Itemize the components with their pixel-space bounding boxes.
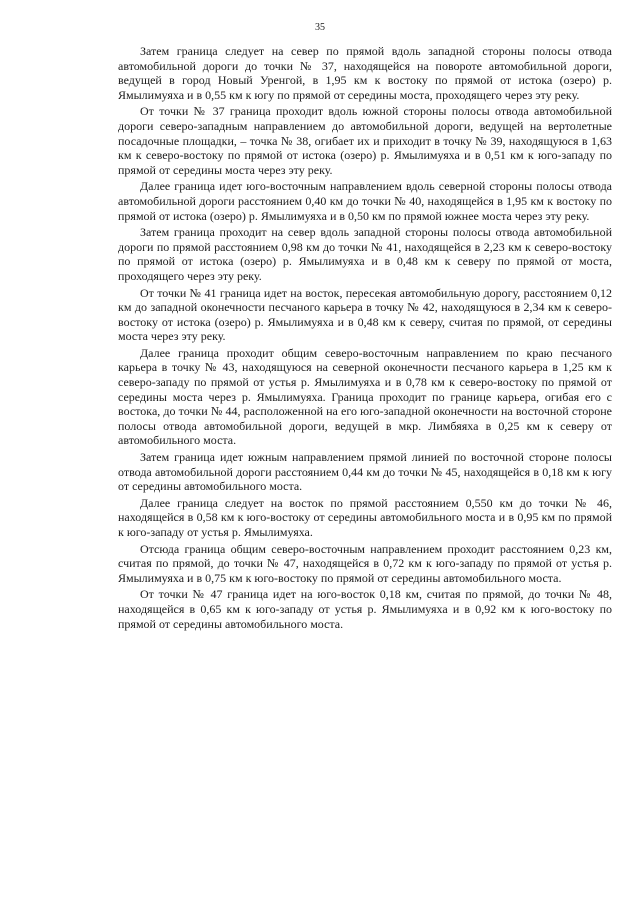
paragraph-7: Затем граница идет южным направлением прямой линией по восточной стороне полосы отвода автомобильной дороги расстоянием 0,44 км до точки № 45, находящейся в 0,18 км к югу от середины автомобильного моста. <box>118 450 612 494</box>
paragraph-4: Затем граница проходит на север вдоль западной стороны полосы отвода автомобильной дороги по прямой расстоянием 0,98 км до точки № 41, находящейся в 2,23 км к северо-востоку по прямой от истока (озеро) р. Ямылимуяха и в 0,48 км к северу по прямой от моста, проходящего через эту реку. <box>118 225 612 283</box>
paragraph-2: От точки № 37 граница проходит вдоль южной стороны полосы отвода автомобильной дороги северо-западным направлением до автомобильной дороги, ведущей на вертолетные посадочные площадки, – точка № 38, огибает их и приходит в точку № 39, находящуюся в 1,63 км к северо-востоку по прямой от истока (озеро) р. Ямылимуяха и в 0,51 км к юго-западу по прямой от середины моста через эту реку. <box>118 104 612 177</box>
paragraph-1: Затем граница следует на север по прямой вдоль западной стороны полосы отвода автомобильной дороги до точки № 37, находящейся на повороте автомобильной дороги, ведущей в город Новый Уренгой, в 1,95 км к востоку по прямой от истока (озеро) р. Ямылимуяха и в 0,55 км к югу по прямой от середины моста, проходящего через эту реку. <box>118 44 612 102</box>
paragraph-10: От точки № 47 граница идет на юго-восток 0,18 км, считая по прямой, до точки № 48, находящейся в 0,65 км к юго-западу от устья р. Ямылимуяха и в 0,92 км к юго-востоку по прямой от середины автомобильного моста. <box>118 587 612 631</box>
paragraph-3: Далее граница идет юго-восточным направлением вдоль северной стороны полосы отвода автомобильной дороги расстоянием 0,40 км до точки № 40, находящейся в 1,95 км к востоку по прямой от истока (озеро) р. Ямылимуяха и в 0,50 км по прямой южнее моста через эту реку. <box>118 179 612 223</box>
paragraph-9: Отсюда граница общим северо-восточным направлением проходит расстоянием 0,23 км, считая по прямой, до точки № 47, находящейся в 0,72 км к юго-западу по прямой от устья р. Ямылимуяха и в 0,75 км к юго-востоку по прямой от середины автомобильного моста. <box>118 541 612 585</box>
paragraph-6: Далее граница проходит общим северо-восточным направлением по краю песчаного карьера в точку № 43, находящуюся на северной оконечности песчаного карьера в 1,25 км к северо-западу по прямой от устья р. Ямылимуяха и в 0,78 км к северо-востоку по прямой от середины моста через р. Ямылимуяха. Граница проходит по границе карьера, огибая его с востока, до точки № 44, расположенной на его юго-западной оконечности на восточной стороне полосы отвода автомобильной дороги, ведущей в мкр. Лимбяяха в 0,25 км к северу от автомобильного моста. <box>118 345 612 448</box>
page-number: 35 <box>315 22 325 33</box>
document-body <box>118 44 612 633</box>
paragraph-5: От точки № 41 граница идет на восток, пересекая автомобильную дорогу, расстоянием 0,12 км до западной оконечности песчаного карьера в точку № 42, находящуюся в 2,34 км к северо-востоку от истока (озеро) р. Ямылимуяха и в 0,48 км к северу, считая по прямой, от середины моста через эту реку. <box>118 285 612 344</box>
paragraph-8: Далее граница следует на восток по прямой расстоянием 0,550 км до точки № 46, находящейся в 0,58 км к юго-востоку от середины автомобильного моста и в 0,95 км по прямой к юго-западу от устья р. Ямылимуяха. <box>118 495 612 539</box>
